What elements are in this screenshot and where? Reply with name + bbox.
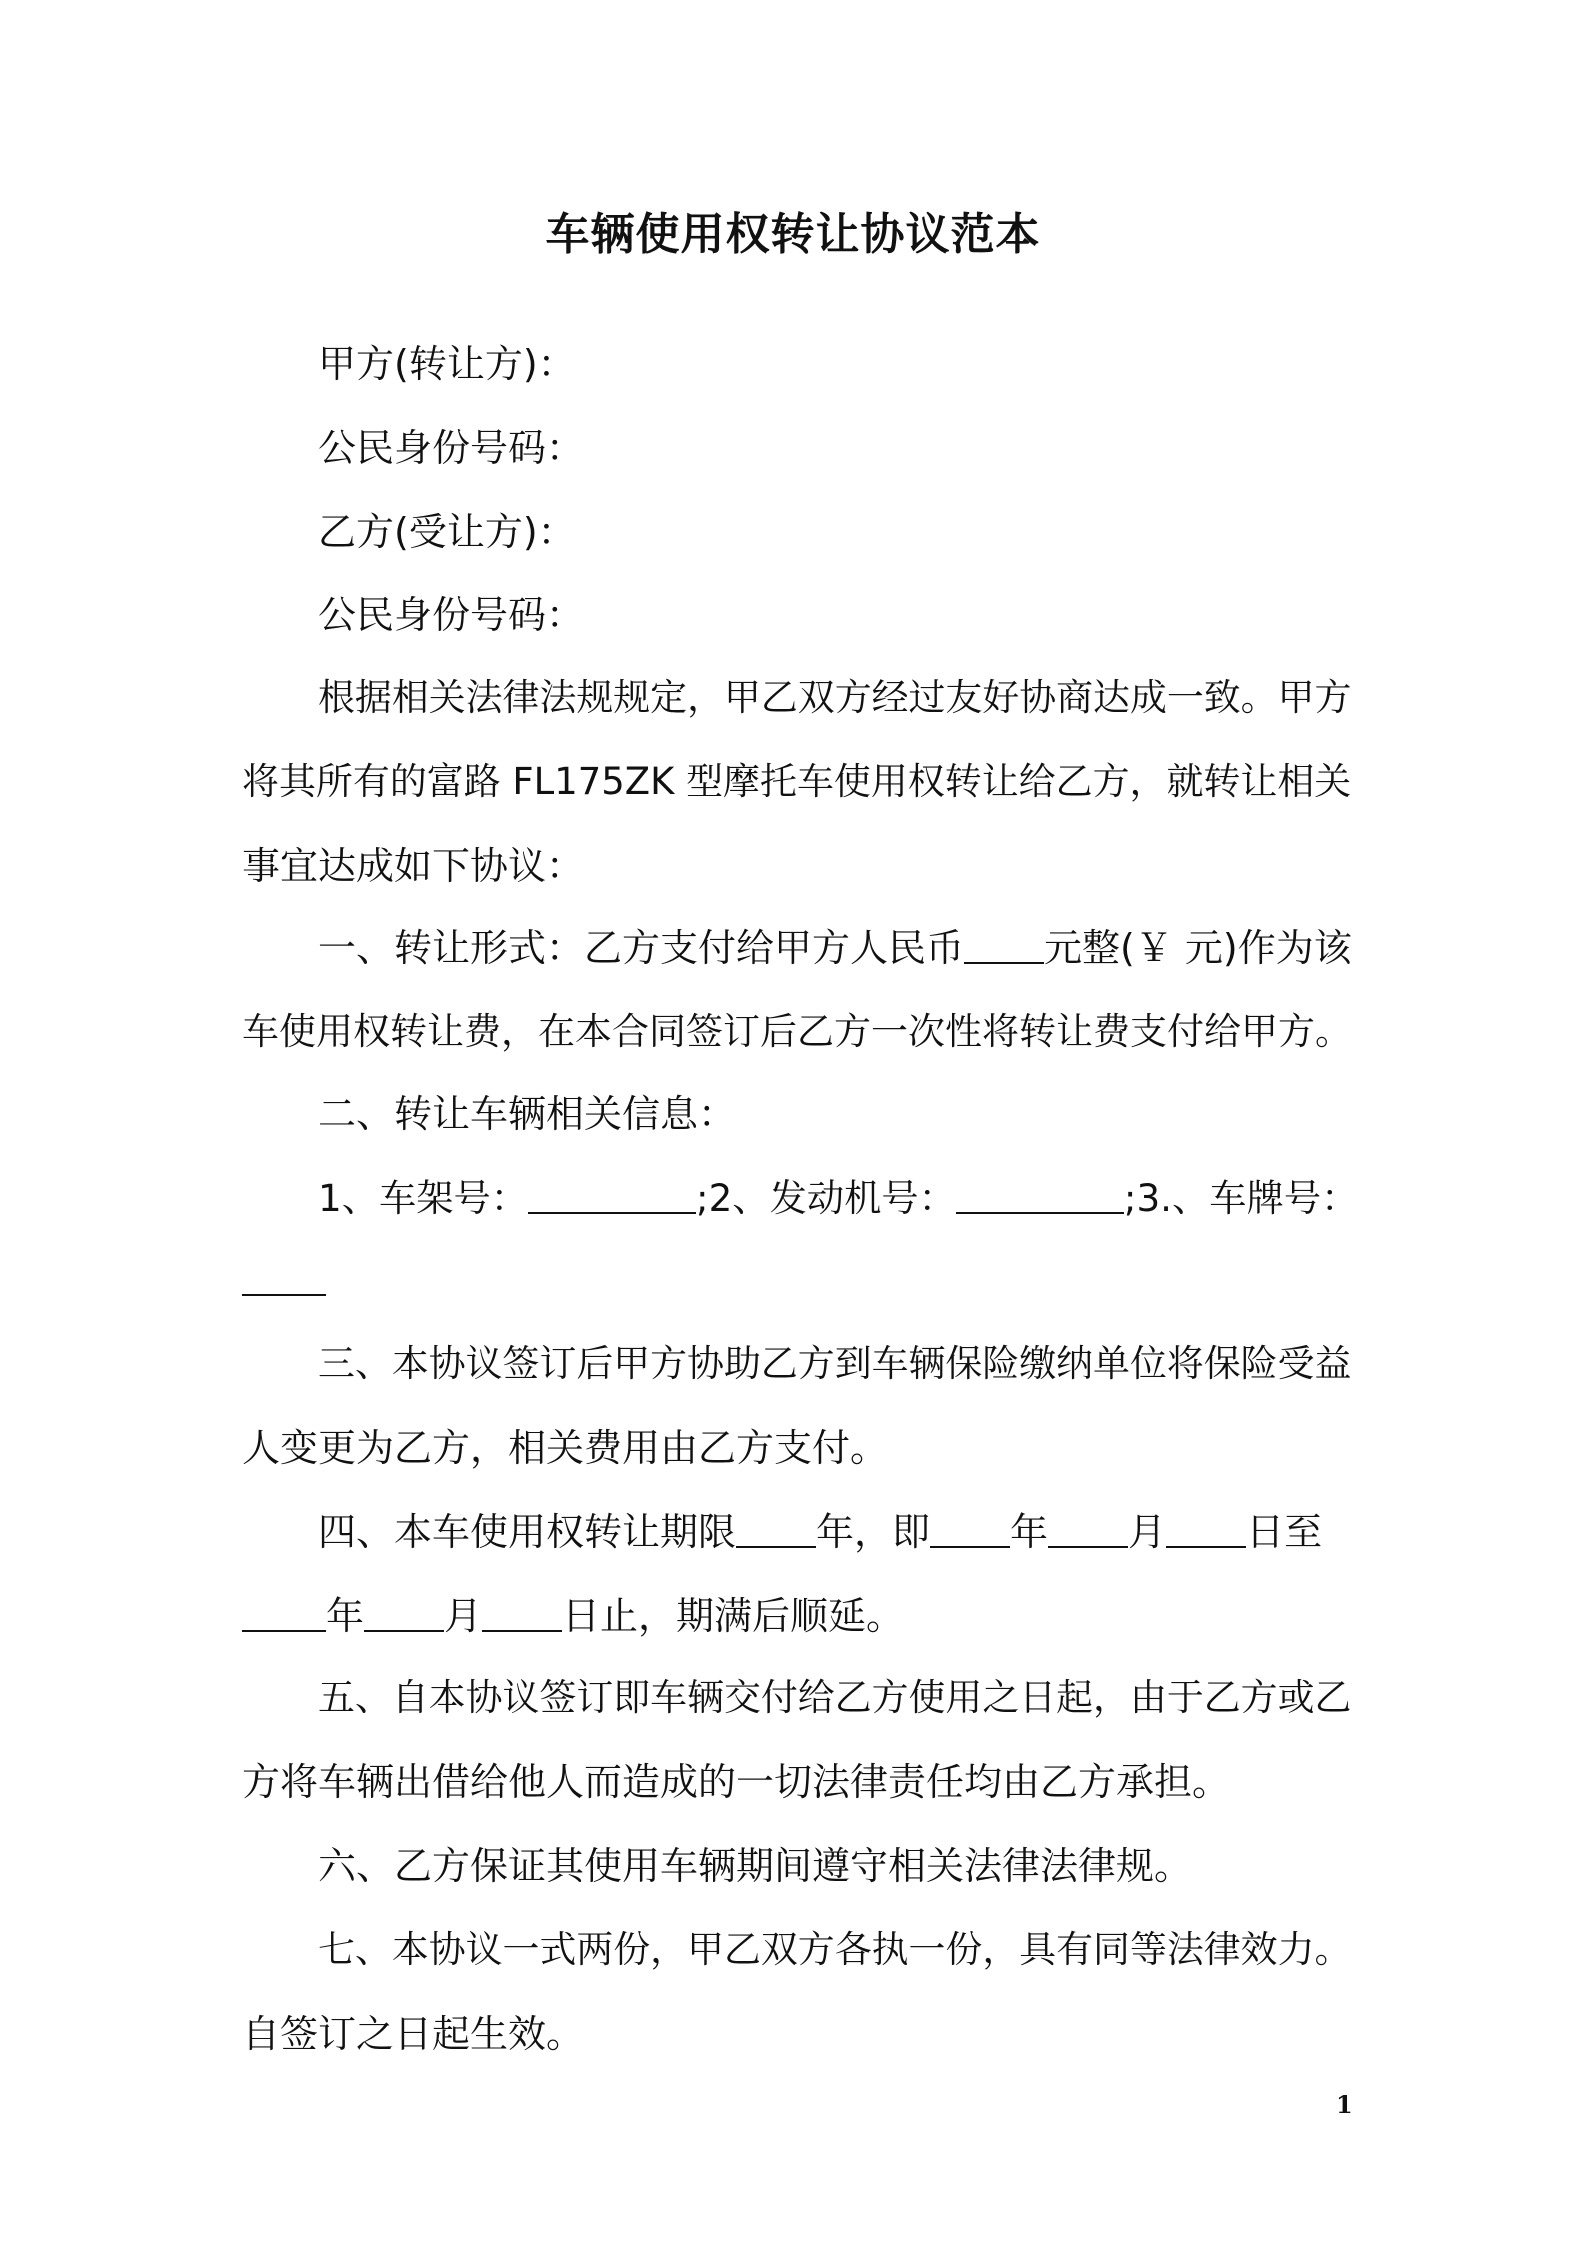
plate-number-label: ;3.、车牌号： bbox=[1123, 1176, 1359, 1220]
start-day-blank bbox=[1166, 1502, 1246, 1548]
frame-number-label: 1、车架号： bbox=[318, 1176, 529, 1220]
clause-4-text-b: 年，即 bbox=[816, 1510, 931, 1554]
clause-2-fields bbox=[318, 1168, 1358, 1228]
party-b-label: 乙方(受让方)： bbox=[318, 510, 576, 554]
start-year-blank bbox=[930, 1502, 1010, 1548]
clause-4-line-1 bbox=[318, 1502, 1322, 1562]
term-years-blank bbox=[736, 1502, 816, 1548]
clause-3-line-2: 人变更为乙方，相关费用由乙方支付。 bbox=[242, 1426, 889, 1470]
end-year-blank bbox=[242, 1586, 326, 1632]
plate-number-blank bbox=[242, 1250, 326, 1296]
intro-line-2: 将其所有的富路 FL175ZK 型摩托车使用权转让给乙方，就转让相关 bbox=[242, 760, 1352, 803]
clause-5-line-1: 五、自本协议签订即车辆交付给乙方使用之日起，由于乙方或乙 bbox=[318, 1676, 1352, 1719]
clause-1-line-1 bbox=[318, 918, 1352, 978]
amount-blank bbox=[964, 918, 1044, 964]
party-b-id-label: 公民身份号码： bbox=[318, 593, 585, 637]
end-day-blank bbox=[482, 1586, 562, 1632]
clause-5-line-2: 方将车辆出借给他人而造成的一切法律责任均由乙方承担。 bbox=[242, 1760, 1231, 1804]
intro-line-3: 事宜达成如下协议： bbox=[242, 844, 585, 888]
clause-6-line: 六、乙方保证其使用车辆期间遵守相关法律法律规。 bbox=[318, 1844, 1193, 1888]
frame-number-blank bbox=[528, 1168, 696, 1214]
clause-1-text-b: 元整(￥ 元)作为该 bbox=[1044, 926, 1352, 970]
page-number: 1 bbox=[1336, 2090, 1353, 2119]
clause-4-text-a: 四、本车使用权转让期限 bbox=[318, 1510, 737, 1554]
clause-4-line-2 bbox=[242, 1586, 904, 1646]
clause-4-text-c: 年 bbox=[1010, 1510, 1049, 1554]
engine-number-blank bbox=[956, 1168, 1124, 1214]
party-a-label: 甲方(转让方)： bbox=[318, 342, 576, 386]
document-title: 车辆使用权转让协议范本 bbox=[545, 209, 1041, 260]
party-a-id-label: 公民身份号码： bbox=[318, 426, 585, 470]
clause-1-text-a: 一、转让形式：乙方支付给甲方人民币 bbox=[318, 926, 965, 970]
clause-1-line-2: 车使用权转让费，在本合同签订后乙方一次性将转让费支付给甲方。 bbox=[242, 1010, 1352, 1053]
clause-7-line-1: 七、本协议一式两份，甲乙双方各执一份，具有同等法律效力。 bbox=[318, 1928, 1352, 1971]
clause-7-line-2: 自签订之日起生效。 bbox=[242, 2012, 585, 2056]
clause-4-text-h: 日止，期满后顺延。 bbox=[562, 1594, 905, 1638]
plate-number-line bbox=[242, 1250, 326, 1310]
clause-2-heading: 二、转让车辆相关信息： bbox=[318, 1092, 737, 1136]
start-month-blank bbox=[1048, 1502, 1128, 1548]
clause-3-line-1: 三、本协议签订后甲方协助乙方到车辆保险缴纳单位将保险受益 bbox=[318, 1342, 1352, 1385]
clause-4-text-d: 月 bbox=[1128, 1510, 1167, 1554]
end-month-blank bbox=[364, 1586, 444, 1632]
clause-4-text-e: 日至 bbox=[1246, 1510, 1323, 1554]
engine-number-label: ;2、发动机号： bbox=[696, 1176, 956, 1220]
intro-line-1: 根据相关法律法规规定，甲乙双方经过友好协商达成一致。甲方 bbox=[318, 676, 1352, 719]
clause-4-text-g: 月 bbox=[444, 1594, 483, 1638]
clause-4-text-f: 年 bbox=[326, 1594, 365, 1638]
